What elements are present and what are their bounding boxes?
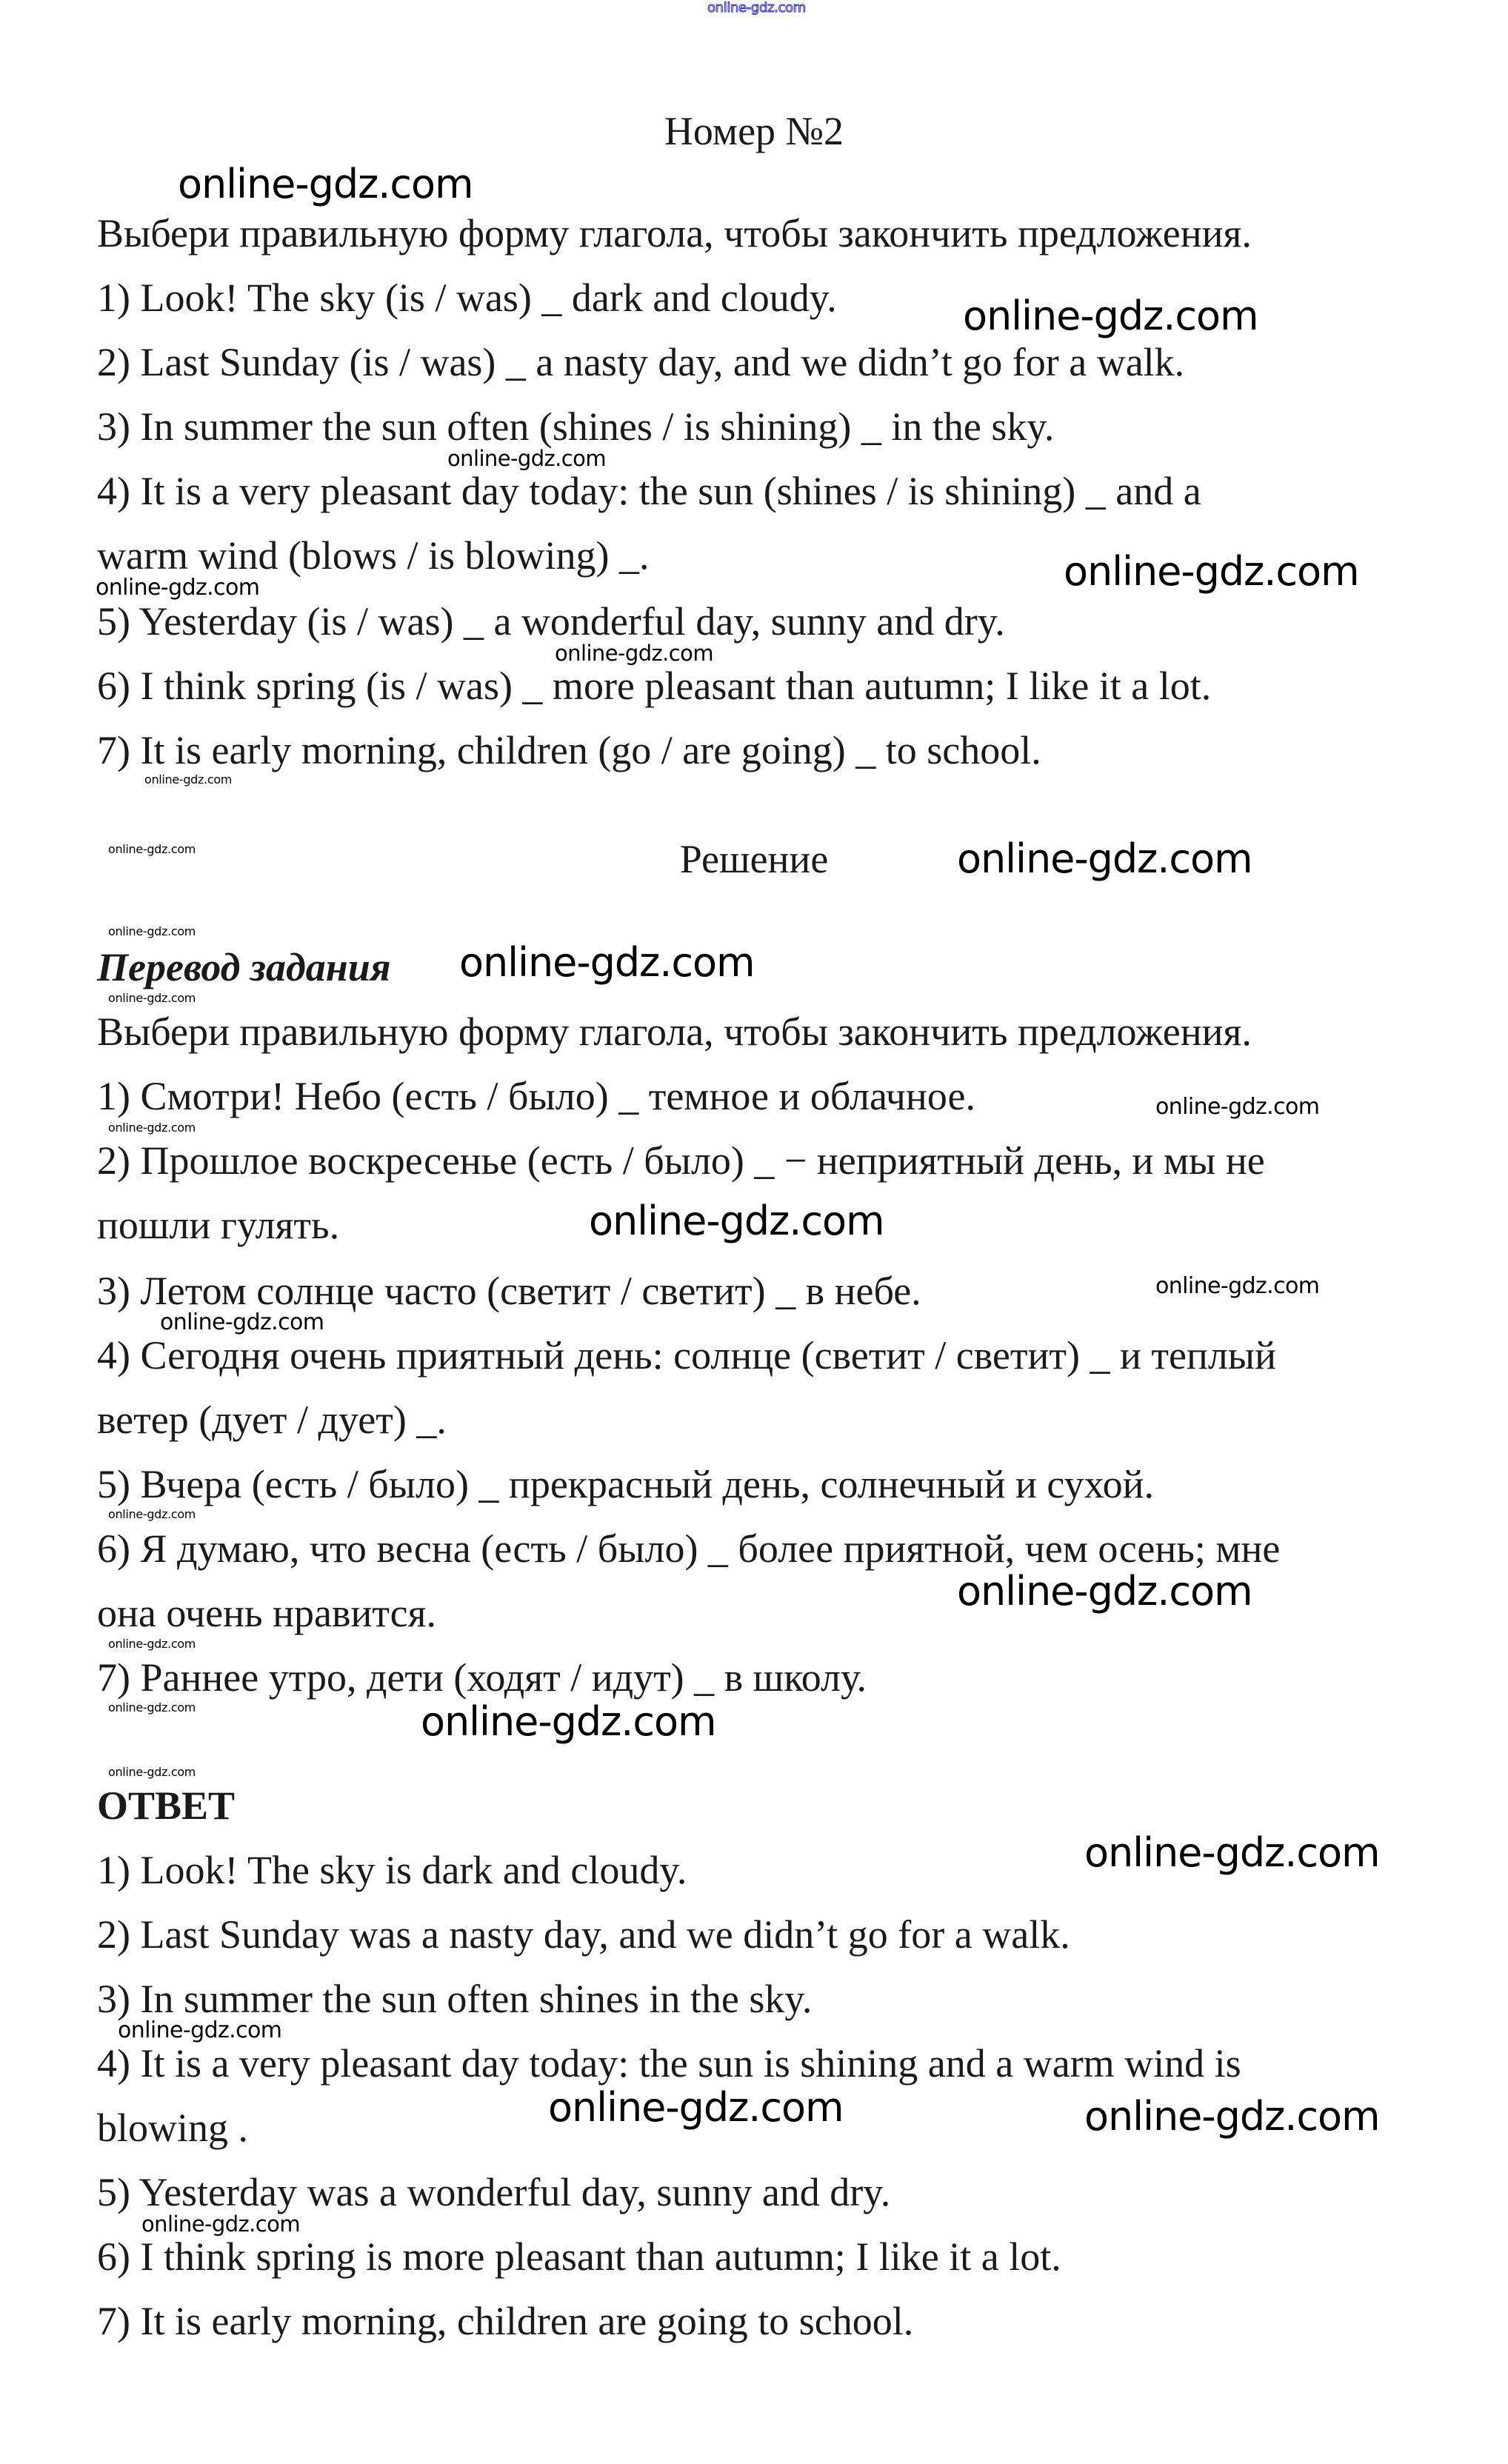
- answer-item: 3) In summer the sun often shines in the sky.: [97, 1977, 813, 2021]
- translation-item: она очень нравится.: [97, 1591, 436, 1635]
- watermark: online-gdz.com: [1155, 1273, 1320, 1299]
- watermark: online-gdz.com: [963, 293, 1258, 339]
- task-item: 7) It is early morning, children (go / are going) _ to school.: [97, 728, 1041, 772]
- watermark: online-gdz.com: [108, 1507, 196, 1521]
- watermark: online-gdz.com: [1155, 1094, 1320, 1120]
- task-item: 5) Yesterday (is / was) _ a wonderful day, sunny and dry.: [97, 599, 1005, 644]
- watermark: online-gdz.com: [108, 1700, 196, 1715]
- answer-heading: ОТВЕТ: [97, 1783, 236, 1828]
- watermark: online-gdz.com: [108, 1765, 196, 1779]
- translation-instruction: Выбери правильную форму глагола, чтобы закончить предложения.: [97, 1009, 1252, 1054]
- watermark: online-gdz.com: [555, 641, 713, 666]
- watermark: online-gdz.com: [108, 991, 196, 1005]
- page-title: Номер №2: [664, 109, 844, 153]
- watermark: online-gdz.com: [141, 2211, 300, 2237]
- answer-item: 6) I think spring is more pleasant than autumn; I like it a lot.: [97, 2234, 1061, 2279]
- watermark: online-gdz.com: [548, 2084, 844, 2131]
- watermark: online-gdz.com: [1064, 548, 1359, 595]
- task-instruction: Выбери правильную форму глагола, чтобы закончить предложения.: [97, 211, 1252, 256]
- translation-item: пошли гулять.: [97, 1203, 340, 1247]
- translation-item: 3) Летом солнце часто (светит / светит) _ в небе.: [97, 1269, 921, 1313]
- watermark: online-gdz.com: [707, 0, 806, 16]
- task-item: 1) Look! The sky (is / was) _ dark and cloudy.: [97, 276, 837, 320]
- answer-item: blowing .: [97, 2106, 249, 2150]
- translation-item: 2) Прошлое воскресенье (есть / было) _ − неприятный день, и мы не: [97, 1138, 1265, 1183]
- watermark: online-gdz.com: [957, 1568, 1252, 1615]
- task-item: 4) It is a very pleasant day today: the sun (shines / is shining) _ and a: [97, 469, 1201, 513]
- answer-item: 4) It is a very pleasant day today: the sun is shining and a warm wind is: [97, 2041, 1241, 2086]
- translation-heading: Перевод задания: [97, 945, 391, 989]
- watermark: online-gdz.com: [1084, 1829, 1380, 1876]
- watermark: online-gdz.com: [957, 835, 1252, 882]
- watermark: online-gdz.com: [160, 1309, 324, 1335]
- watermark: online-gdz.com: [108, 1121, 196, 1135]
- task-item: warm wind (blows / is blowing) _.: [97, 533, 650, 578]
- answer-item: 2) Last Sunday was a nasty day, and we didn’t go for a walk.: [97, 1912, 1070, 1957]
- task-item: 3) In summer the sun often (shines / is shining) _ in the sky.: [97, 404, 1055, 449]
- watermark: online-gdz.com: [144, 772, 233, 787]
- answer-item: 5) Yesterday was a wonderful day, sunny and dry.: [97, 2170, 891, 2214]
- translation-item: 6) Я думаю, что весна (есть / было) _ более приятной, чем осень; мне: [97, 1526, 1281, 1571]
- watermark: online-gdz.com: [1084, 2093, 1380, 2140]
- watermark: online-gdz.com: [589, 1198, 884, 1244]
- watermark: online-gdz.com: [96, 575, 260, 601]
- translation-item: 1) Смотри! Небо (есть / было) _ темное и облачное.: [97, 1074, 975, 1118]
- answer-item: 1) Look! The sky is dark and cloudy.: [97, 1848, 687, 1892]
- translation-item: 4) Сегодня очень приятный день: солнце (светит / светит) _ и теплый: [97, 1333, 1276, 1378]
- watermark: online-gdz.com: [178, 161, 473, 207]
- watermark: online-gdz.com: [459, 939, 755, 986]
- watermark: online-gdz.com: [118, 2017, 282, 2043]
- translation-item: 7) Раннее утро, дети (ходят / идут) _ в школу.: [97, 1655, 867, 1700]
- watermark: online-gdz.com: [421, 1698, 716, 1745]
- watermark: online-gdz.com: [108, 1637, 196, 1651]
- answer-item: 7) It is early morning, children are going to school.: [97, 2299, 914, 2343]
- watermark: online-gdz.com: [108, 924, 196, 938]
- task-item: 2) Last Sunday (is / was) _ a nasty day, and we didn’t go for a walk.: [97, 340, 1185, 384]
- solution-heading: Решение: [679, 837, 829, 881]
- watermark: online-gdz.com: [447, 446, 606, 471]
- translation-item: ветер (дует / дует) _.: [97, 1398, 447, 1442]
- translation-item: 5) Вчера (есть / было) _ прекрасный день, солнечный и сухой.: [97, 1462, 1154, 1506]
- task-item: 6) I think spring (is / was) _ more pleasant than autumn; I like it a lot.: [97, 664, 1212, 708]
- watermark: online-gdz.com: [108, 842, 196, 856]
